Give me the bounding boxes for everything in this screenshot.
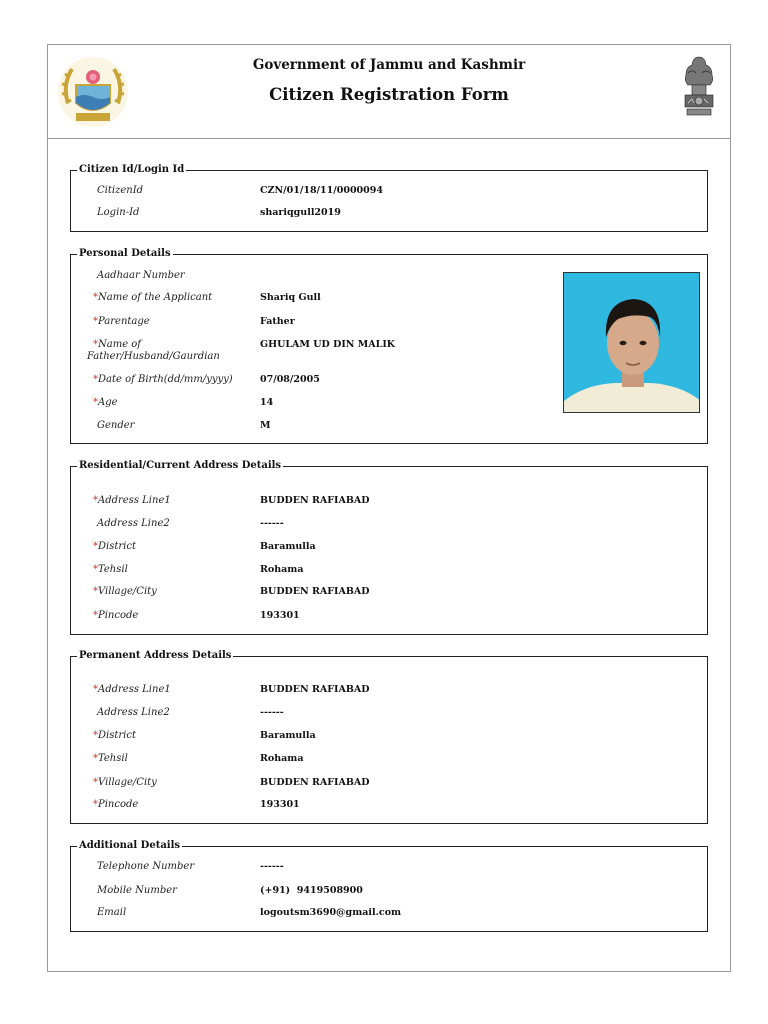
field-value: shariqgull2019 [260,207,341,218]
field-label: Login-Id [97,207,140,218]
field-res-village-city [71,586,707,602]
field-email [71,907,707,923]
applicant-photo-image [564,273,700,413]
field-value: BUDDEN RAFIABAD [260,684,370,695]
field-value: 193301 [260,799,300,810]
personal-details-section [70,248,708,444]
residential-address-section [70,460,708,635]
required-marker: * [93,397,98,408]
field-value: BUDDEN RAFIABAD [260,495,370,506]
field-label: Gender [97,420,135,431]
field-res-district [71,541,707,557]
citizen-login-section [70,164,708,232]
form-header [48,45,730,139]
field-value: M [260,420,271,431]
required-marker: * [93,564,98,575]
field-value: Rohama [260,564,304,575]
required-marker: * [93,292,98,303]
field-res-pincode [71,610,707,626]
field-value: Shariq Gull [260,292,321,303]
field-telephone [71,861,707,877]
required-marker: * [93,339,98,350]
section-legend-citizen-login: Citizen Id/Login Id [79,164,185,175]
field-value: 14 [260,397,274,408]
field-value: Father [260,316,295,327]
field-perm-village-city [71,777,707,793]
field-label: *Name of Father/Husband/Gaurdian [87,339,220,362]
field-label: *Tehsil [93,564,128,575]
field-gender [71,420,707,436]
applicant-photo [563,272,700,413]
required-marker: * [93,753,98,764]
field-label: Telephone Number [97,861,195,872]
field-value: BUDDEN RAFIABAD [260,586,370,597]
required-marker: * [93,777,98,788]
field-value: 193301 [260,610,300,621]
field-perm-district [71,730,707,746]
field-value: CZN/01/18/11/0000094 [260,185,383,196]
field-res-tehsil [71,564,707,580]
field-value: Baramulla [260,730,316,741]
field-perm-address-line2 [71,707,707,723]
field-perm-tehsil [71,753,707,769]
field-label: *Address Line1 [93,495,171,506]
field-perm-pincode [71,799,707,815]
field-res-address-line2 [71,518,707,534]
field-label: *Pincode [93,799,139,810]
section-legend-permanent: Permanent Address Details [79,650,232,661]
form-title: Citizen Registration Form [269,85,509,104]
field-label: CitizenId [97,185,144,196]
field-label: Email [97,907,127,918]
field-value: Rohama [260,753,304,764]
national-emblem-icon [678,53,720,119]
field-label: *Address Line1 [93,684,171,695]
field-label: *Date of Birth(dd/mm/yyyy) [93,374,233,385]
field-value: ------ [260,707,284,718]
field-value: ------ [260,518,284,529]
field-label: *Village/City [93,586,157,597]
field-login-id [71,207,707,223]
field-value: ------ [260,861,284,872]
field-value: Baramulla [260,541,316,552]
field-label: *Pincode [93,610,139,621]
required-marker: * [93,684,98,695]
field-label: Aadhaar Number [97,270,185,281]
field-label: Address Line2 [97,518,170,529]
field-label: Mobile Number [97,885,177,896]
field-value: (+91) 9419508900 [260,885,363,896]
field-value: 07/08/2005 [260,374,320,385]
field-label: *Village/City [93,777,157,788]
field-mobile [71,885,707,901]
section-legend-personal: Personal Details [79,248,171,259]
field-citizen-id [71,185,707,201]
field-value: BUDDEN RAFIABAD [260,777,370,788]
field-label: Address Line2 [97,707,170,718]
required-marker: * [93,610,98,621]
field-res-address-line1 [71,495,707,511]
field-value: GHULAM UD DIN MALIK [260,339,396,350]
required-marker: * [93,316,98,327]
section-legend-residential: Residential/Current Address Details [79,460,282,471]
required-marker: * [93,730,98,741]
field-label: *District [93,730,136,741]
field-label: *Tehsil [93,753,128,764]
field-label: *Name of the Applicant [93,292,213,303]
permanent-address-section [70,650,708,824]
field-label: *Age [93,397,118,408]
required-marker: * [93,374,98,385]
field-value: logoutsm3690@gmail.com [260,907,402,918]
required-marker: * [93,495,98,506]
additional-details-section [70,840,708,932]
field-perm-address-line1 [71,684,707,700]
field-label: *Parentage [93,316,150,327]
required-marker: * [93,586,98,597]
section-legend-additional: Additional Details [79,840,181,851]
required-marker: * [93,541,98,552]
required-marker: * [93,799,98,810]
registration-form-page [47,44,731,972]
field-label: *District [93,541,136,552]
government-title: Government of Jammu and Kashmir [252,57,526,73]
